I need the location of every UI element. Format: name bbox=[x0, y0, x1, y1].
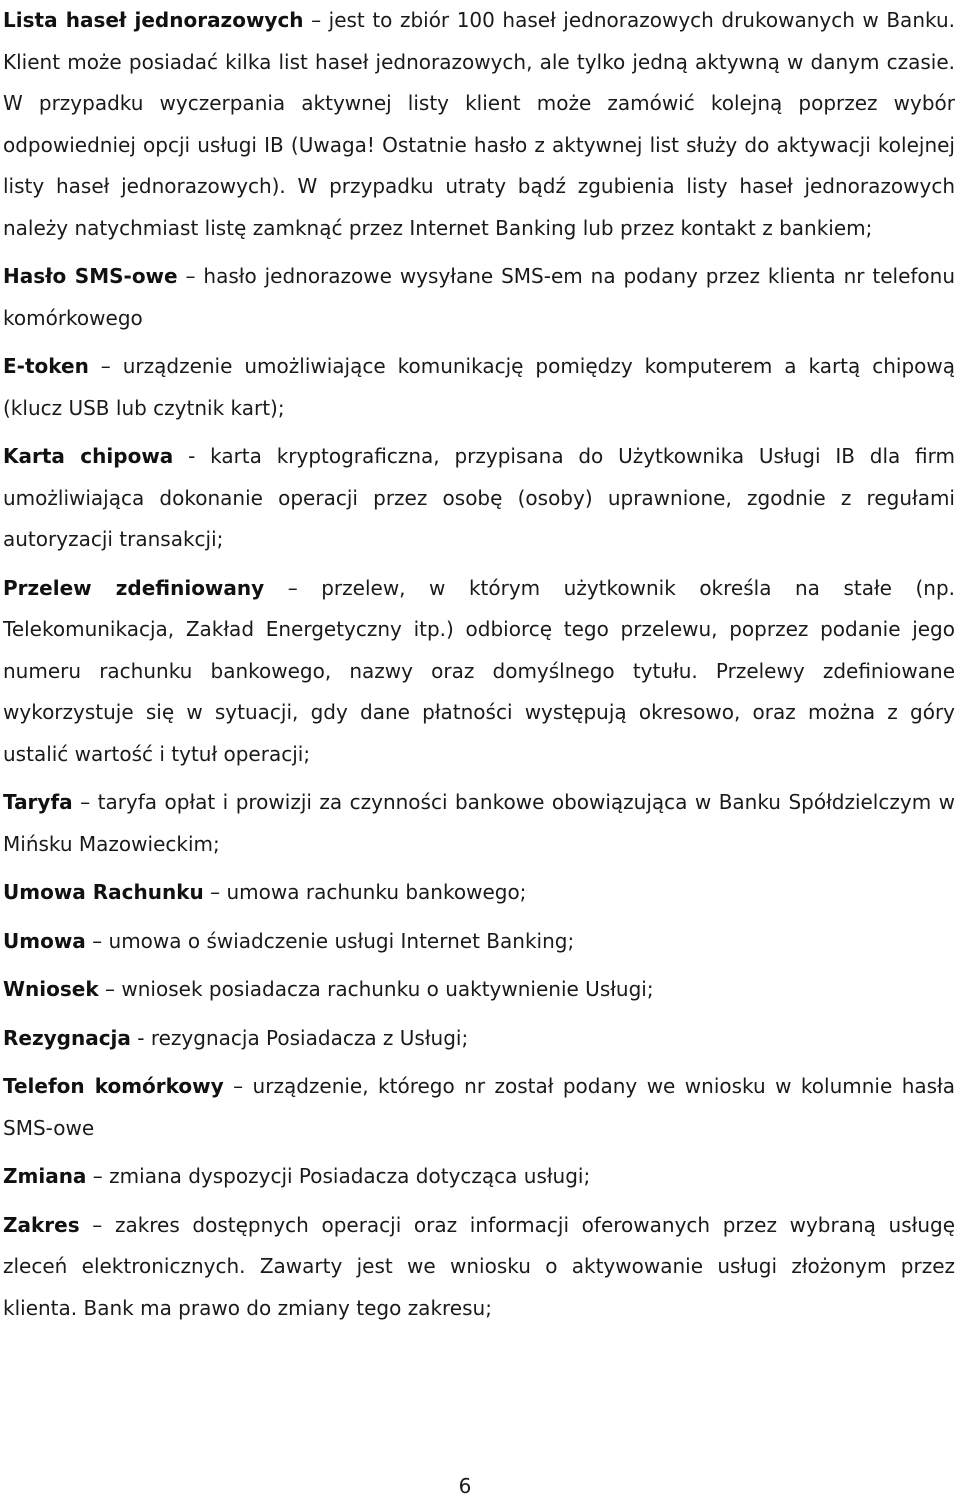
glossary-term: Telefon komórkowy bbox=[3, 1074, 224, 1098]
glossary-definition: - karta kryptograficzna, przypisana do Użytkownika Usługi IB dla firm umożliwiająca dokonanie operacji przez osobę (osoby) uprawnione, zgodnie z regułami autoryzacji transakcji; bbox=[3, 444, 955, 551]
glossary-entry-zakres bbox=[3, 1205, 955, 1330]
glossary-definition: – umowa o świadczenie usługi Internet Banking; bbox=[85, 928, 575, 953]
glossary-entry-rezygnacja bbox=[3, 1018, 955, 1060]
glossary-entry-zmiana bbox=[3, 1156, 955, 1198]
glossary-entry-e-token bbox=[3, 346, 955, 429]
glossary-entry-umowa bbox=[3, 921, 955, 963]
glossary-term: E-token bbox=[3, 354, 89, 378]
glossary-definition: – urządzenie, którego nr został podany we wniosku w kolumnie hasła SMS-owe bbox=[3, 1074, 956, 1140]
glossary-term: Przelew zdefiniowany bbox=[3, 575, 265, 600]
glossary-term: Hasło SMS-owe bbox=[3, 264, 178, 288]
glossary-term: Lista haseł jednorazowych bbox=[3, 8, 304, 32]
glossary-definition: – taryfa opłat i prowizji za czynności bankowe obowiązująca w Banku Spółdzielczym w Mińsku Mazowieckim; bbox=[3, 790, 955, 856]
glossary-term: Umowa Rachunku bbox=[3, 880, 204, 904]
glossary-definition: – zakres dostępnych operacji oraz informacji oferowanych przez wybraną usługę zleceń elektronicznych. Zawarty jest we wniosku o aktywowanie usługi złożonym przez klienta. Bank ma prawo do zmiany tego zakresu; bbox=[3, 1212, 955, 1320]
glossary-term: Wniosek bbox=[3, 977, 99, 1001]
glossary-definition: - rezygnacja Posiadacza z Usługi; bbox=[130, 1025, 469, 1050]
glossary-term: Taryfa bbox=[3, 790, 73, 814]
glossary-term: Rezygnacja bbox=[3, 1025, 131, 1050]
glossary-term: Zmiana bbox=[3, 1164, 87, 1188]
glossary-term: Karta chipowa bbox=[3, 444, 174, 468]
glossary-entry-karta-chipowa bbox=[3, 436, 955, 561]
glossary-entry-lista-hasel bbox=[3, 0, 955, 249]
glossary-entry-wniosek bbox=[3, 969, 955, 1011]
glossary-definition: – przelew, w którym użytkownik określa na stałe (np. Telekomunikacja, Zakład Energetyczny itp.) odbiorcę tego przelewu, poprzez podanie jego numeru rachunku bankowego, nazwy oraz domyślnego tytułu. Przelewy zdefiniowane wykorzystuje się w sytuacji, gdy dane płatności występują okresowo, oraz można z góry ustalić wartość i tytuł operacji; bbox=[3, 575, 956, 766]
glossary-definition: – urządzenie umożliwiające komunikację pomiędzy komputerem a kartą chipową (klucz USB lub czytnik kart); bbox=[3, 354, 955, 420]
page-number: 6 bbox=[458, 1474, 472, 1498]
glossary-entry-umowa-rachunku bbox=[3, 872, 955, 914]
glossary-definition: – hasło jednorazowe wysyłane SMS-em na podany przez klienta nr telefonu komórkowego bbox=[3, 264, 956, 330]
glossary-entry-przelew-zdefiniowany bbox=[3, 568, 955, 776]
glossary-term: Zakres bbox=[3, 1212, 80, 1237]
glossary-definition: – zmiana dyspozycji Posiadacza dotycząca usługi; bbox=[86, 1164, 591, 1188]
document-page bbox=[3, 0, 955, 1329]
glossary-definition: – jest to zbiór 100 haseł jednorazowych drukowanych w Banku. Klient może posiadać kilka list haseł jednorazowych, ale tylko jedną aktywną w danym czasie. W przypadku wyczerpania aktywnej listy klient może zamówić kolejną poprzez wybór odpowiedniej opcji usługi IB (Uwaga! Ostatnie hasło z aktywnej list służy do aktywacji kolejnej listy haseł jednorazowych). W przypadku utraty bądź zgubienia listy haseł jednorazowych należy natychmiast listę zamknąć przez Internet Banking lub przez kontakt z bankiem; bbox=[3, 8, 955, 240]
glossary-definition: – umowa rachunku bankowego; bbox=[203, 880, 527, 904]
glossary-term: Umowa bbox=[3, 928, 86, 953]
glossary-entry-taryfa bbox=[3, 782, 955, 865]
glossary-entry-haslo-sms bbox=[3, 256, 955, 339]
glossary-entry-telefon-komorkowy bbox=[3, 1066, 955, 1149]
glossary-definition: – wniosek posiadacza rachunku o uaktywnienie Usługi; bbox=[98, 977, 654, 1001]
